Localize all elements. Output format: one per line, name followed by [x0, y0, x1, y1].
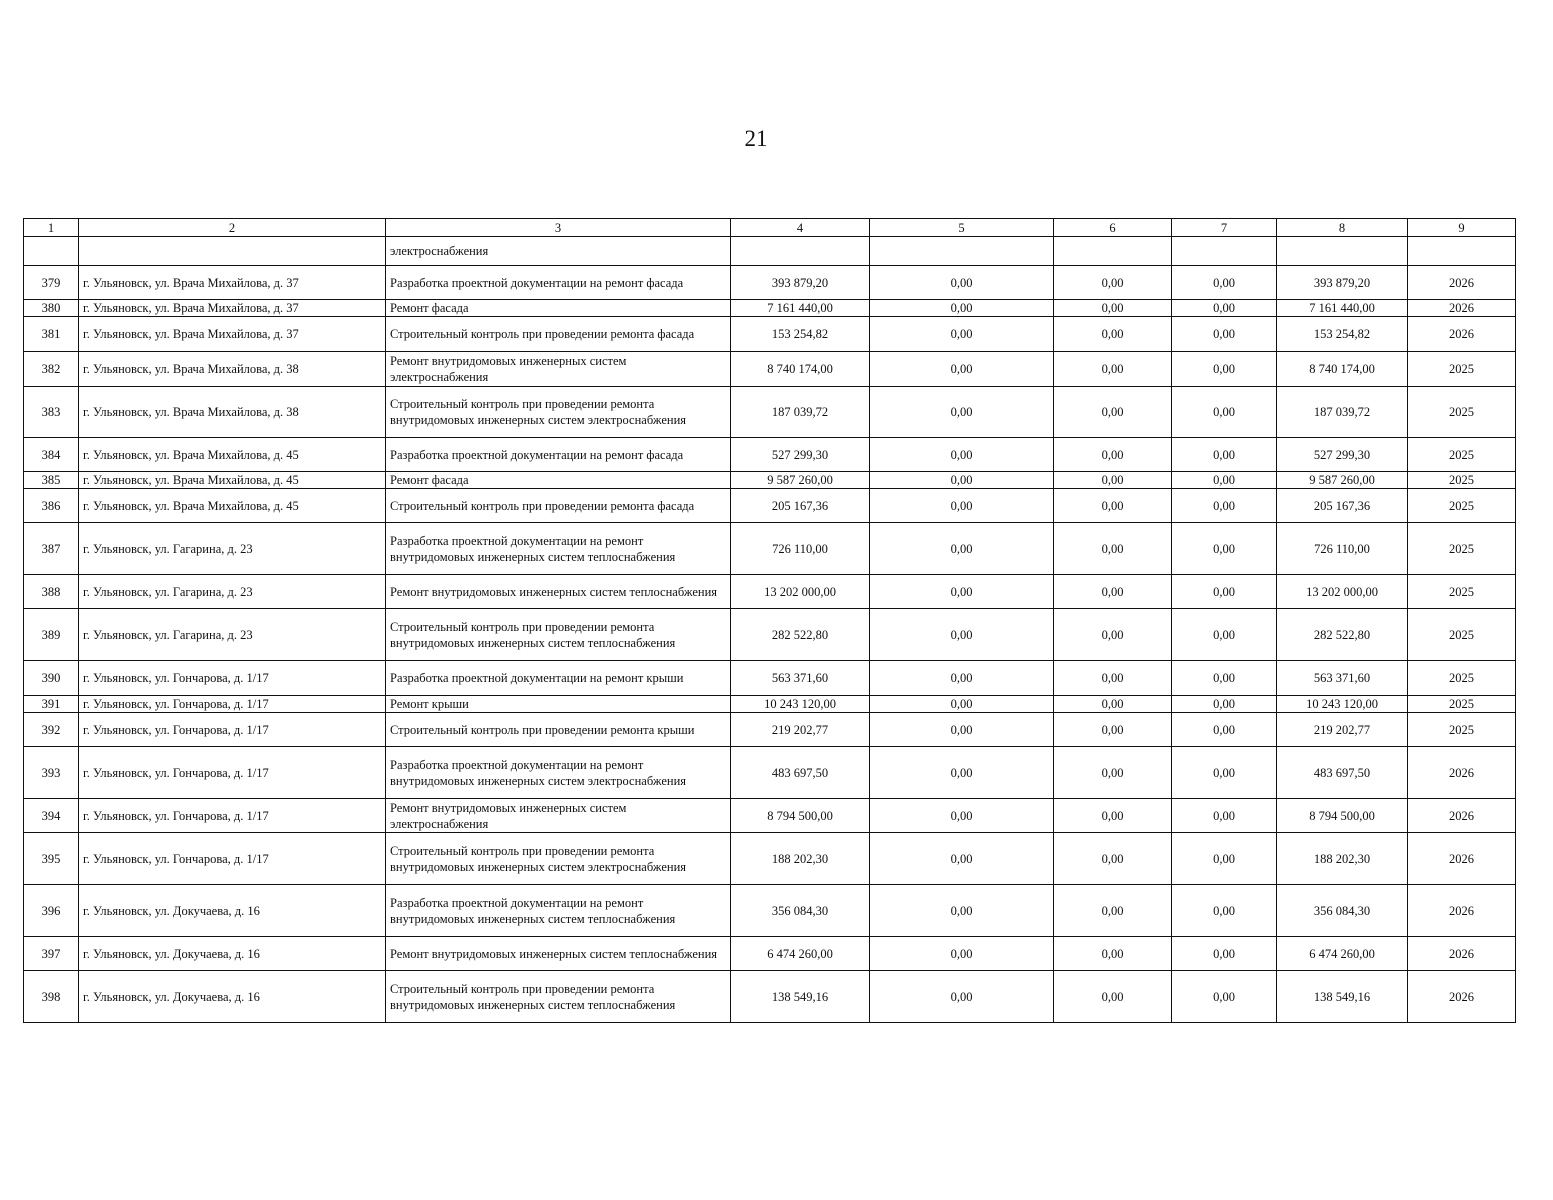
cell-number: 386 [24, 489, 79, 523]
cell-col8: 7 161 440,00 [1277, 300, 1408, 317]
cell-work: Строительный контроль при проведении ремонта внутридомовых инженерных систем теплоснабжения [386, 971, 731, 1023]
cell-col6: 0,00 [1054, 575, 1172, 609]
cell-address: г. Ульяновск, ул. Врача Михайлова, д. 45 [79, 472, 386, 489]
cell-col6: 0,00 [1054, 523, 1172, 575]
cell-col6: 0,00 [1054, 937, 1172, 971]
cell-address: г. Ульяновск, ул. Гончарова, д. 1/17 [79, 713, 386, 747]
cell-col7: 0,00 [1172, 489, 1277, 523]
cell-number: 390 [24, 661, 79, 696]
cell-col5: 0,00 [870, 489, 1054, 523]
table-body [24, 219, 1516, 1023]
cell-year: 2026 [1408, 885, 1516, 937]
cell-work: Строительный контроль при проведении ремонта фасада [386, 317, 731, 352]
cell-number: 384 [24, 438, 79, 472]
cell-number: 389 [24, 609, 79, 661]
cell-col8: 563 371,60 [1277, 661, 1408, 696]
cell-col7: 0,00 [1172, 885, 1277, 937]
cell-col4: 205 167,36 [731, 489, 870, 523]
cell-col8: 13 202 000,00 [1277, 575, 1408, 609]
cell-col5: 0,00 [870, 352, 1054, 387]
table-row [24, 317, 1516, 352]
cell-col6: 0,00 [1054, 971, 1172, 1023]
column-header: 5 [870, 219, 1054, 237]
cell-address: г. Ульяновск, ул. Гончарова, д. 1/17 [79, 799, 386, 833]
cell-col4: 9 587 260,00 [731, 472, 870, 489]
cell-address: г. Ульяновск, ул. Докучаева, д. 16 [79, 937, 386, 971]
cell-col6: 0,00 [1054, 713, 1172, 747]
cell-col5: 0,00 [870, 799, 1054, 833]
cell-year: 2026 [1408, 747, 1516, 799]
cell-col5: 0,00 [870, 472, 1054, 489]
cell-work: Ремонт внутридомовых инженерных систем электроснабжения [386, 352, 731, 387]
cell-col5: 0,00 [870, 937, 1054, 971]
cell-col8: 188 202,30 [1277, 833, 1408, 885]
cell-number: 395 [24, 833, 79, 885]
cell-col6: 0,00 [1054, 317, 1172, 352]
cell-year: 2025 [1408, 352, 1516, 387]
cell-address: г. Ульяновск, ул. Гончарова, д. 1/17 [79, 833, 386, 885]
cell-year: 2025 [1408, 489, 1516, 523]
cell-number: 381 [24, 317, 79, 352]
cell-col5: 0,00 [870, 971, 1054, 1023]
cell-col7: 0,00 [1172, 575, 1277, 609]
column-header: 4 [731, 219, 870, 237]
cell-address: г. Ульяновск, ул. Докучаева, д. 16 [79, 885, 386, 937]
cell-number: 398 [24, 971, 79, 1023]
column-header: 6 [1054, 219, 1172, 237]
cell-work: Разработка проектной документации на ремонт фасада [386, 438, 731, 472]
cell-col4: 13 202 000,00 [731, 575, 870, 609]
cell-year: 2026 [1408, 937, 1516, 971]
cell-col8 [1277, 237, 1408, 266]
cell-col4: 726 110,00 [731, 523, 870, 575]
cell-address: г. Ульяновск, ул. Гагарина, д. 23 [79, 575, 386, 609]
cell-col5: 0,00 [870, 523, 1054, 575]
cell-col7: 0,00 [1172, 472, 1277, 489]
table-row [24, 971, 1516, 1023]
cell-col5: 0,00 [870, 438, 1054, 472]
table-row [24, 885, 1516, 937]
cell-work: Строительный контроль при проведении ремонта крыши [386, 713, 731, 747]
cell-col6: 0,00 [1054, 799, 1172, 833]
table-row [24, 438, 1516, 472]
cell-work: Ремонт фасада [386, 300, 731, 317]
cell-address: г. Ульяновск, ул. Врача Михайлова, д. 37 [79, 317, 386, 352]
cell-year: 2025 [1408, 575, 1516, 609]
table-row [24, 489, 1516, 523]
table-row [24, 713, 1516, 747]
cell-col5: 0,00 [870, 713, 1054, 747]
column-header: 3 [386, 219, 731, 237]
table-row [24, 300, 1516, 317]
cell-number: 394 [24, 799, 79, 833]
cell-col8: 205 167,36 [1277, 489, 1408, 523]
cell-col7: 0,00 [1172, 747, 1277, 799]
table-row [24, 799, 1516, 833]
cell-col7: 0,00 [1172, 438, 1277, 472]
cell-col7: 0,00 [1172, 609, 1277, 661]
cell-col5: 0,00 [870, 661, 1054, 696]
cell-number: 382 [24, 352, 79, 387]
cell-year: 2025 [1408, 387, 1516, 438]
cell-address: г. Ульяновск, ул. Врача Михайлова, д. 37 [79, 300, 386, 317]
cell-address: г. Ульяновск, ул. Гагарина, д. 23 [79, 609, 386, 661]
table-row [24, 575, 1516, 609]
cell-year: 2025 [1408, 472, 1516, 489]
cell-number: 393 [24, 747, 79, 799]
cell-year: 2026 [1408, 317, 1516, 352]
cell-col6 [1054, 237, 1172, 266]
cell-number: 379 [24, 266, 79, 300]
cell-work: Ремонт фасада [386, 472, 731, 489]
cell-year: 2026 [1408, 799, 1516, 833]
works-table [23, 218, 1516, 1023]
cell-work: Ремонт внутридомовых инженерных систем теплоснабжения [386, 575, 731, 609]
cell-col8: 726 110,00 [1277, 523, 1408, 575]
cell-col6: 0,00 [1054, 438, 1172, 472]
cell-col8: 138 549,16 [1277, 971, 1408, 1023]
column-header: 1 [24, 219, 79, 237]
cell-year: 2025 [1408, 609, 1516, 661]
cell-col6: 0,00 [1054, 266, 1172, 300]
cell-col6: 0,00 [1054, 833, 1172, 885]
column-header: 7 [1172, 219, 1277, 237]
cell-work: Ремонт крыши [386, 696, 731, 713]
cell-col5: 0,00 [870, 609, 1054, 661]
cell-col8: 8 740 174,00 [1277, 352, 1408, 387]
cell-col4: 7 161 440,00 [731, 300, 870, 317]
cell-col7: 0,00 [1172, 387, 1277, 438]
cell-col4: 527 299,30 [731, 438, 870, 472]
cell-col7: 0,00 [1172, 266, 1277, 300]
cell-col5: 0,00 [870, 317, 1054, 352]
cell-col7: 0,00 [1172, 713, 1277, 747]
cell-number: 387 [24, 523, 79, 575]
cell-col7: 0,00 [1172, 317, 1277, 352]
cell-col7: 0,00 [1172, 937, 1277, 971]
cell-col4: 356 084,30 [731, 885, 870, 937]
cell-address: г. Ульяновск, ул. Врача Михайлова, д. 38 [79, 387, 386, 438]
table-row [24, 747, 1516, 799]
cell-address: г. Ульяновск, ул. Врача Михайлова, д. 37 [79, 266, 386, 300]
cell-col6: 0,00 [1054, 885, 1172, 937]
cell-col7: 0,00 [1172, 799, 1277, 833]
cell-number [24, 237, 79, 266]
cell-number: 396 [24, 885, 79, 937]
column-header: 2 [79, 219, 386, 237]
cell-col6: 0,00 [1054, 472, 1172, 489]
cell-col4: 10 243 120,00 [731, 696, 870, 713]
cell-col6: 0,00 [1054, 661, 1172, 696]
cell-address: г. Ульяновск, ул. Врача Михайлова, д. 45 [79, 489, 386, 523]
column-header: 8 [1277, 219, 1408, 237]
cell-work: электроснабжения [386, 237, 731, 266]
cell-work: Ремонт внутридомовых инженерных систем теплоснабжения [386, 937, 731, 971]
cell-year: 2025 [1408, 696, 1516, 713]
cell-col7: 0,00 [1172, 352, 1277, 387]
cell-address: г. Ульяновск, ул. Гончарова, д. 1/17 [79, 696, 386, 713]
cell-col7: 0,00 [1172, 661, 1277, 696]
cell-col7: 0,00 [1172, 971, 1277, 1023]
cell-col5: 0,00 [870, 575, 1054, 609]
cell-col5: 0,00 [870, 266, 1054, 300]
table-row [24, 266, 1516, 300]
cell-col5: 0,00 [870, 696, 1054, 713]
cell-year: 2025 [1408, 661, 1516, 696]
cell-col8: 219 202,77 [1277, 713, 1408, 747]
cell-col6: 0,00 [1054, 300, 1172, 317]
cell-address: г. Ульяновск, ул. Врача Михайлова, д. 38 [79, 352, 386, 387]
cell-number: 380 [24, 300, 79, 317]
cell-col4: 563 371,60 [731, 661, 870, 696]
column-header-row [24, 219, 1516, 237]
cell-address: г. Ульяновск, ул. Гагарина, д. 23 [79, 523, 386, 575]
cell-col6: 0,00 [1054, 387, 1172, 438]
cell-number: 388 [24, 575, 79, 609]
cell-work: Разработка проектной документации на ремонт фасада [386, 266, 731, 300]
cell-col7: 0,00 [1172, 696, 1277, 713]
column-header: 9 [1408, 219, 1516, 237]
table-row [24, 696, 1516, 713]
cell-col6: 0,00 [1054, 696, 1172, 713]
cell-number: 385 [24, 472, 79, 489]
cell-col8: 8 794 500,00 [1277, 799, 1408, 833]
cell-work: Строительный контроль при проведении ремонта внутридомовых инженерных систем электроснабжения [386, 387, 731, 438]
cell-col7: 0,00 [1172, 833, 1277, 885]
cell-address [79, 237, 386, 266]
cell-col7: 0,00 [1172, 300, 1277, 317]
cell-work: Ремонт внутридомовых инженерных систем электроснабжения [386, 799, 731, 833]
cell-col7 [1172, 237, 1277, 266]
cell-col8: 282 522,80 [1277, 609, 1408, 661]
cell-year: 2026 [1408, 266, 1516, 300]
table-row [24, 523, 1516, 575]
cell-col4: 282 522,80 [731, 609, 870, 661]
cell-col5: 0,00 [870, 300, 1054, 317]
cell-year [1408, 237, 1516, 266]
cell-col4: 153 254,82 [731, 317, 870, 352]
cell-year: 2025 [1408, 438, 1516, 472]
cell-work: Строительный контроль при проведении ремонта фасада [386, 489, 731, 523]
cell-col6: 0,00 [1054, 609, 1172, 661]
cell-col8: 356 084,30 [1277, 885, 1408, 937]
cell-col6: 0,00 [1054, 489, 1172, 523]
cell-col4: 393 879,20 [731, 266, 870, 300]
cell-col8: 6 474 260,00 [1277, 937, 1408, 971]
cell-col8: 10 243 120,00 [1277, 696, 1408, 713]
cell-number: 391 [24, 696, 79, 713]
cell-number: 383 [24, 387, 79, 438]
cell-col5: 0,00 [870, 747, 1054, 799]
cell-col4: 8 740 174,00 [731, 352, 870, 387]
continuation-row [24, 237, 1516, 266]
table-row [24, 937, 1516, 971]
cell-col4: 187 039,72 [731, 387, 870, 438]
cell-col8: 483 697,50 [1277, 747, 1408, 799]
cell-col6: 0,00 [1054, 747, 1172, 799]
cell-col4 [731, 237, 870, 266]
table-row [24, 352, 1516, 387]
cell-address: г. Ульяновск, ул. Гончарова, д. 1/17 [79, 661, 386, 696]
cell-col4: 188 202,30 [731, 833, 870, 885]
cell-number: 392 [24, 713, 79, 747]
page-number: 21 [744, 126, 768, 151]
cell-col5: 0,00 [870, 387, 1054, 438]
cell-year: 2025 [1408, 713, 1516, 747]
cell-col8: 527 299,30 [1277, 438, 1408, 472]
table-row [24, 833, 1516, 885]
cell-address: г. Ульяновск, ул. Гончарова, д. 1/17 [79, 747, 386, 799]
cell-year: 2026 [1408, 971, 1516, 1023]
cell-col4: 8 794 500,00 [731, 799, 870, 833]
table-row [24, 661, 1516, 696]
cell-address: г. Ульяновск, ул. Врача Михайлова, д. 45 [79, 438, 386, 472]
cell-year: 2025 [1408, 523, 1516, 575]
cell-col4: 483 697,50 [731, 747, 870, 799]
table-row [24, 609, 1516, 661]
cell-work: Строительный контроль при проведении ремонта внутридомовых инженерных систем электроснабжения [386, 833, 731, 885]
cell-col5: 0,00 [870, 885, 1054, 937]
cell-col4: 138 549,16 [731, 971, 870, 1023]
cell-col8: 393 879,20 [1277, 266, 1408, 300]
cell-work: Разработка проектной документации на ремонт внутридомовых инженерных систем теплоснабжения [386, 523, 731, 575]
cell-work: Разработка проектной документации на ремонт внутридомовых инженерных систем теплоснабжения [386, 885, 731, 937]
cell-col4: 219 202,77 [731, 713, 870, 747]
cell-address: г. Ульяновск, ул. Докучаева, д. 16 [79, 971, 386, 1023]
cell-work: Разработка проектной документации на ремонт внутридомовых инженерных систем электроснабжения [386, 747, 731, 799]
cell-year: 2026 [1408, 300, 1516, 317]
cell-col6: 0,00 [1054, 352, 1172, 387]
cell-col5: 0,00 [870, 833, 1054, 885]
cell-year: 2026 [1408, 833, 1516, 885]
cell-col8: 187 039,72 [1277, 387, 1408, 438]
cell-col4: 6 474 260,00 [731, 937, 870, 971]
cell-col8: 9 587 260,00 [1277, 472, 1408, 489]
cell-col5 [870, 237, 1054, 266]
table-row [24, 472, 1516, 489]
cell-number: 397 [24, 937, 79, 971]
cell-col8: 153 254,82 [1277, 317, 1408, 352]
cell-col7: 0,00 [1172, 523, 1277, 575]
cell-work: Строительный контроль при проведении ремонта внутридомовых инженерных систем теплоснабжения [386, 609, 731, 661]
table-row [24, 387, 1516, 438]
cell-work: Разработка проектной документации на ремонт крыши [386, 661, 731, 696]
